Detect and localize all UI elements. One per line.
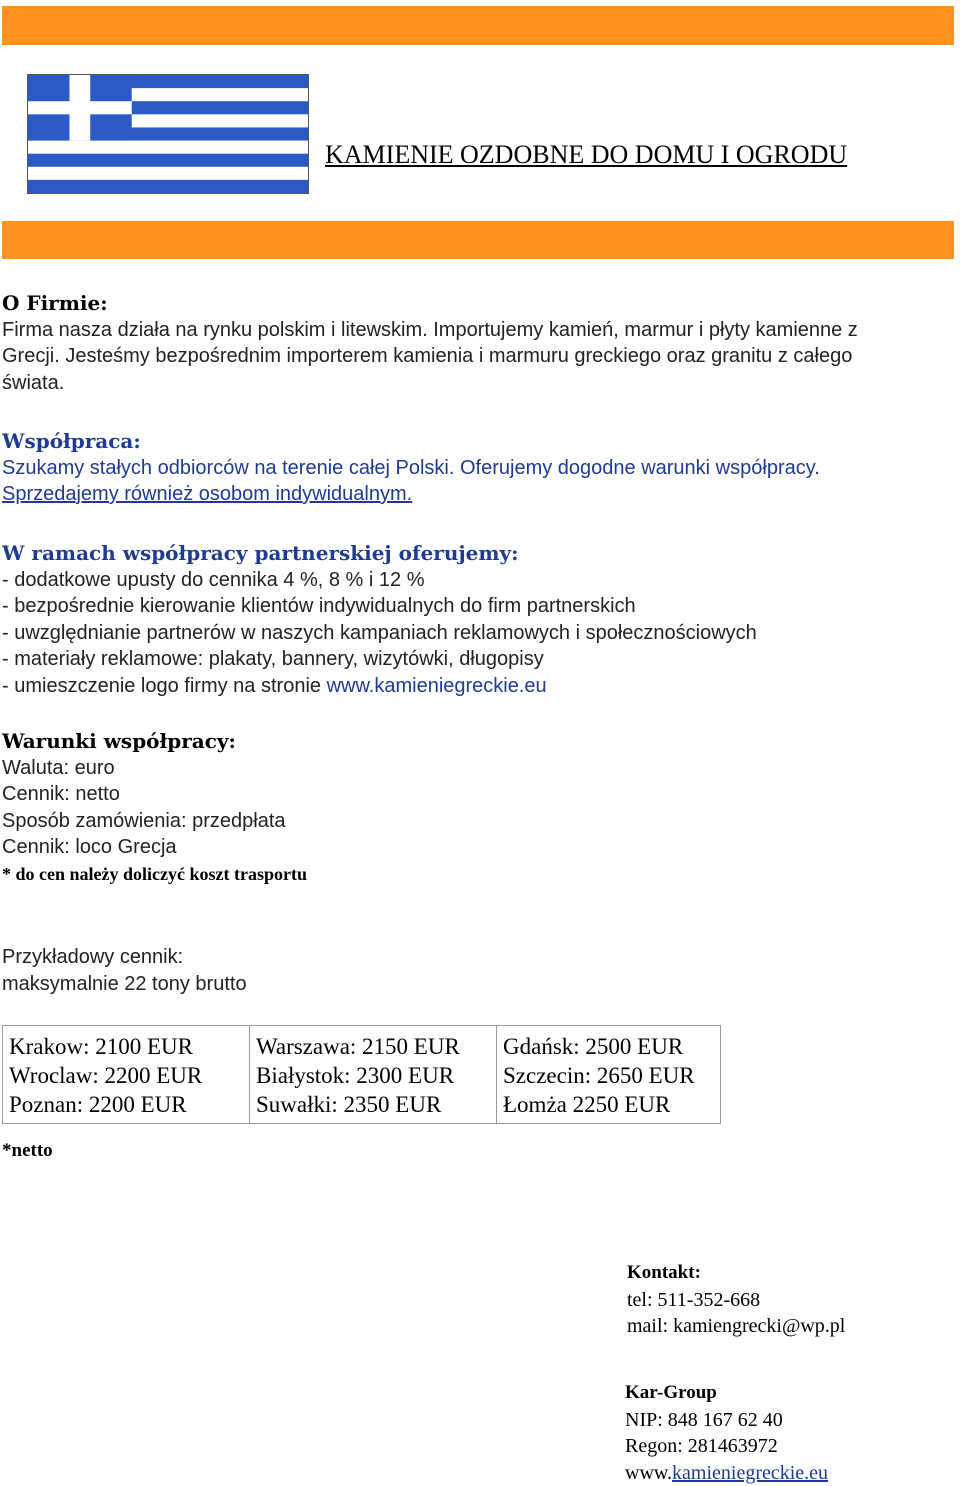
company-website-link[interactable]: kamieniegreckie.eu — [672, 1462, 828, 1484]
contact-phone: tel: 511-352-668 — [627, 1287, 845, 1314]
offer-list-item: - uwzględnianie partnerów w naszych kampaniach reklamowych i społecznościowych — [2, 620, 757, 647]
section-sample-pricing — [2, 944, 247, 997]
sample-pricing-subtitle: maksymalnie 22 tony brutto — [2, 971, 247, 998]
warunki-item: Cennik: loco Grecja — [2, 834, 307, 861]
section-o-firmie — [2, 290, 858, 396]
company-block — [625, 1380, 828, 1486]
sample-pricing-title: Przykładowy cennik: — [2, 944, 247, 971]
city-price: Krakow: 2100 EUR — [9, 1032, 243, 1061]
city-price: Łomża 2250 EUR — [503, 1090, 714, 1119]
city-price: Wroclaw: 2200 EUR — [9, 1061, 243, 1090]
middle-orange-bar — [2, 221, 954, 259]
warunki-item: Cennik: netto — [2, 781, 307, 808]
offer-list-item: - materiały reklamowe: plakaty, bannery, wizytówki, długopisy — [2, 646, 757, 673]
website-link[interactable]: www.kamieniegreckie.eu — [327, 675, 547, 697]
offer-item-text: - umieszczenie logo firmy na stronie — [2, 675, 327, 697]
table-row — [3, 1026, 721, 1124]
company-regon: Regon: 281463972 — [625, 1433, 828, 1460]
wspolpraca-text-line: Szukamy stałych odbiorców na terenie całej Polski. Oferujemy dogodne warunki współpracy. — [2, 455, 820, 482]
section-wspolpraca — [2, 428, 820, 508]
city-price: Poznan: 2200 EUR — [9, 1090, 243, 1119]
top-orange-bar — [2, 6, 954, 45]
price-cell — [3, 1026, 250, 1124]
contact-label: Kontakt: — [627, 1260, 845, 1287]
transport-cost-note: * do cen należy doliczyć koszt trasportu — [2, 861, 307, 888]
firma-text-line: świata. — [2, 370, 858, 397]
website-prefix: www. — [625, 1462, 672, 1484]
section-heading-warunki: Warunki współpracy: — [2, 728, 307, 755]
city-price: Warszawa: 2150 EUR — [256, 1032, 490, 1061]
page-title: KAMIENIE OZDOBNE DO DOMU I OGRODU — [325, 140, 847, 170]
city-price: Białystok: 2300 EUR — [256, 1061, 490, 1090]
offer-list-item — [2, 673, 757, 700]
company-website — [625, 1460, 828, 1486]
offer-list-item: - dodatkowe upusty do cennika 4 %, 8 % i 12 % — [2, 567, 757, 594]
warunki-item: Waluta: euro — [2, 755, 307, 782]
offer-list-item: - bezpośrednie kierowanie klientów indywidualnych do firm partnerskich — [2, 593, 757, 620]
company-name: Kar-Group — [625, 1380, 828, 1407]
contact-email: mail: kamiengrecki@wp.pl — [627, 1313, 845, 1340]
contact-block — [627, 1260, 845, 1340]
firma-text-line: Firma nasza działa na rynku polskim i litewskim. Importujemy kamień, marmur i płyty kamienne z — [2, 317, 858, 344]
firma-text-line: Grecji. Jesteśmy bezpośrednim importerem kamienia i marmuru greckiego oraz granitu z całego — [2, 343, 858, 370]
city-price: Suwałki: 2350 EUR — [256, 1090, 490, 1119]
wspolpraca-link-line[interactable]: Sprzedajemy również osobom indywidualnym. — [2, 481, 820, 508]
greek-flag-icon — [27, 74, 309, 194]
section-heading-ramach: W ramach współpracy partnerskiej oferujemy: — [2, 540, 757, 567]
price-cell — [497, 1026, 721, 1124]
netto-note: *netto — [2, 1140, 53, 1162]
company-nip: NIP: 848 167 62 40 — [625, 1407, 828, 1434]
price-cell — [250, 1026, 497, 1124]
section-heading-wspolpraca: Współpraca: — [2, 428, 820, 455]
section-partner-offer — [2, 540, 757, 699]
section-heading-firma: O Firmie: — [2, 290, 858, 317]
price-table — [2, 1025, 721, 1124]
city-price: Gdańsk: 2500 EUR — [503, 1032, 714, 1061]
city-price: Szczecin: 2650 EUR — [503, 1061, 714, 1090]
section-warunki — [2, 728, 307, 887]
warunki-item: Sposób zamówienia: przedpłata — [2, 808, 307, 835]
